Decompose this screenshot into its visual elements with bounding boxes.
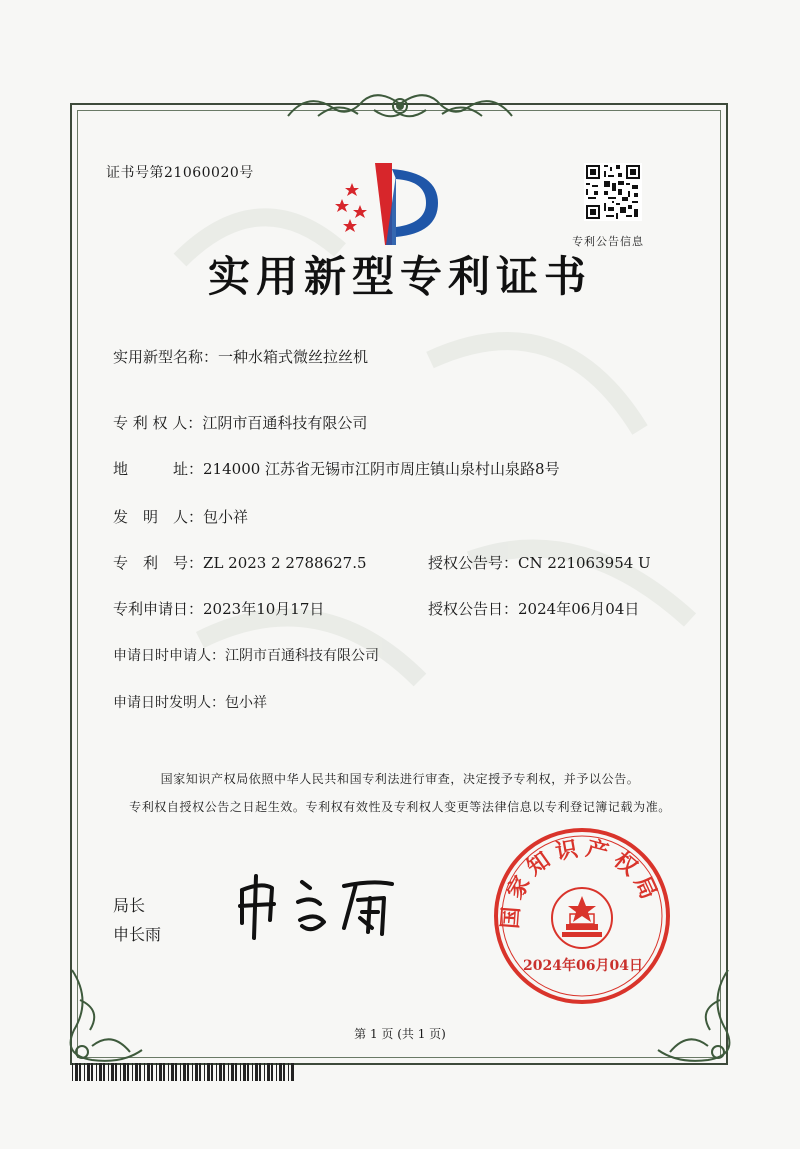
qr-code-icon[interactable]: [584, 163, 642, 221]
field-value: 2024年06月04日: [518, 600, 640, 618]
field-value: 江阴市百通科技有限公司: [202, 414, 368, 432]
handwritten-signature-icon: [232, 868, 402, 948]
cnipa-logo-icon: [330, 155, 450, 250]
field-value: 2023年10月17日: [203, 600, 325, 618]
top-ornament-icon: [278, 86, 522, 126]
field-label: 地 址：: [113, 460, 204, 478]
notice-line-2: 专利权自授权公告之日起生效。专利权有效性及专利权人变更等法律信息以专利登记簿记载为准。: [129, 800, 671, 814]
field-applicant-at-filing: [113, 645, 379, 665]
barcode-icon: [72, 1063, 294, 1081]
field-value: 包小祥: [225, 695, 267, 711]
field-label: 申请日时申请人：: [113, 648, 225, 664]
field-label: 发 明 人：: [113, 508, 204, 526]
field-value: 214000 江苏省无锡市江阴市周庄镇山泉村山泉路8号: [203, 460, 560, 478]
qr-label: 专利公告信息: [572, 235, 644, 248]
field-inventor: [113, 506, 248, 527]
field-value: ZL 2023 2 2788627.5: [203, 554, 367, 572]
field-utility-model-name: [113, 346, 368, 367]
seal-date: 2024年06月04日: [523, 958, 643, 974]
field-label: 专利申请日：: [113, 600, 204, 618]
field-grant-publication-number: [428, 552, 651, 573]
seal-text: 国家知识产权局: [497, 834, 665, 930]
field-address: [113, 458, 560, 479]
field-label: 专 利 号：: [113, 554, 204, 572]
field-label: 实用新型名称：: [113, 348, 219, 366]
field-value: CN 221063954 U: [518, 554, 651, 572]
bottom-left-ornament-icon: [62, 960, 152, 1070]
field-label: 申请日时发明人：: [113, 695, 225, 711]
field-label: 专 利 权 人：: [113, 414, 203, 432]
field-value: 江阴市百通科技有限公司: [225, 648, 379, 664]
certificate-title: 实用新型专利证书: [207, 252, 592, 301]
field-filing-date: [113, 598, 324, 619]
field-patentee: [113, 412, 367, 433]
field-grant-publication-date: [428, 598, 639, 619]
field-inventor-at-filing: [113, 692, 267, 712]
field-label: 授权公告号：: [428, 554, 519, 572]
field-value: 一种水箱式微丝拉丝机: [218, 348, 369, 366]
field-value: 包小祥: [203, 508, 249, 526]
field-patent-number: [113, 552, 367, 573]
signatory-title: 局长: [113, 896, 146, 915]
official-seal-icon: [492, 826, 672, 1006]
page-footer: 第 1 页 (共 1 页): [354, 1027, 446, 1041]
signatory-name: 申长雨: [113, 925, 162, 944]
certificate-number: 证书号第21060020号: [106, 165, 254, 181]
notice-line-1: 国家知识产权局依照中华人民共和国专利法进行审查，决定授予专利权，并予以公告。: [160, 772, 640, 786]
field-label: 授权公告日：: [428, 600, 519, 618]
